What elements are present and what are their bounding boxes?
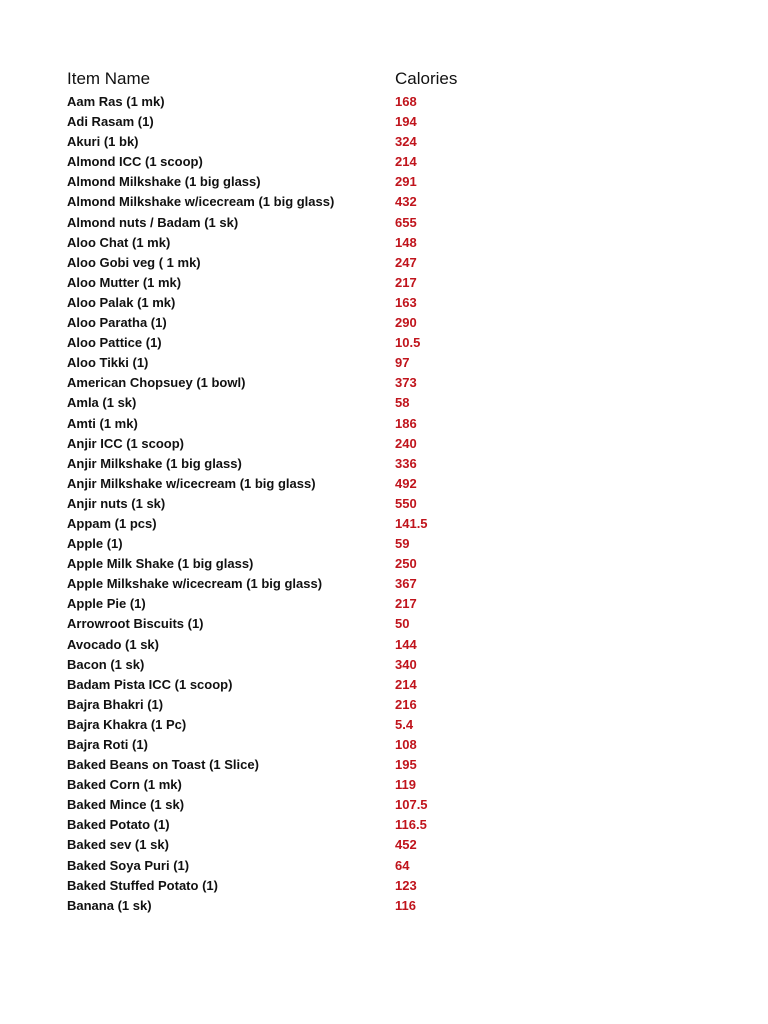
item-name-cell: Avocado (1 sk): [67, 636, 159, 652]
calories-cell: 59: [395, 536, 410, 552]
calories-cell: 163: [395, 294, 417, 310]
item-name-cell: Badam Pista ICC (1 scoop): [67, 676, 233, 692]
item-name-cell: Bajra Roti (1): [67, 737, 148, 752]
calories-cell: 452: [395, 837, 417, 853]
item-name-cell: Anjir Milkshake (1 big glass): [67, 455, 242, 471]
calorie-table: [67, 92, 567, 916]
calories-cell: 119: [395, 777, 416, 793]
item-name-cell: Appam (1 pcs): [67, 515, 157, 531]
calories-cell: 336: [395, 455, 417, 471]
item-name-cell: Anjir ICC (1 scoop): [67, 435, 185, 451]
table-row: [67, 896, 567, 916]
item-name-cell: Anjir nuts (1 sk): [67, 495, 166, 511]
item-name-cell: Akuri (1 bk): [67, 134, 139, 150]
calories-cell: 324: [395, 134, 417, 150]
table-row: [67, 815, 567, 835]
table-row: [67, 494, 567, 514]
table-header: [67, 68, 567, 90]
item-name-cell: Baked Potato (1): [67, 817, 170, 833]
calories-cell: 50: [395, 616, 410, 632]
calories-cell: 195: [395, 757, 417, 773]
item-name-cell: Aloo Chat (1 mk): [67, 234, 171, 250]
item-name-cell: Apple (1): [67, 536, 123, 552]
table-row: [67, 213, 567, 233]
calories-cell: 116.5: [395, 817, 427, 833]
calories-cell: 373: [395, 375, 417, 391]
item-name-cell: Apple Milkshake w/icecream (1 big glass): [67, 576, 323, 592]
table-row: [67, 454, 567, 474]
item-name-cell: Bacon (1 sk): [67, 656, 145, 672]
calories-cell: 291: [395, 174, 417, 190]
item-name-cell: Baked Beans on Toast (1 Slice): [67, 757, 259, 773]
item-name-cell: Amti (1 mk): [67, 415, 138, 431]
table-row: [67, 856, 567, 876]
table-row: [67, 313, 567, 333]
calories-cell: 290: [395, 315, 417, 331]
table-row: [67, 795, 567, 815]
table-row: [67, 192, 567, 212]
table-row: [67, 695, 567, 715]
item-name-cell: Almond Milkshake w/icecream (1 big glass): [67, 194, 335, 210]
calories-cell: 194: [395, 114, 417, 130]
calories-cell: 123: [395, 877, 417, 893]
item-name-cell: Apple Pie (1): [67, 596, 146, 612]
table-row: [67, 474, 567, 494]
table-row: [67, 373, 567, 393]
calories-cell: 214: [395, 676, 417, 692]
calories-cell: 217: [395, 274, 417, 290]
calories-cell: 97: [395, 355, 410, 371]
table-row: [67, 434, 567, 454]
calories-cell: 247: [395, 254, 417, 270]
calories-cell: 144: [395, 636, 417, 652]
table-row: [67, 775, 567, 795]
item-name-cell: Aloo Palak (1 mk): [67, 294, 176, 310]
calories-cell: 107.5: [395, 797, 428, 813]
table-row: [67, 715, 567, 735]
table-row: [67, 172, 567, 192]
calories-cell: 492: [395, 475, 417, 491]
item-name-cell: Anjir Milkshake w/icecream (1 big glass): [67, 475, 316, 491]
calories-cell: 250: [395, 556, 417, 572]
item-name-cell: Aloo Mutter (1 mk): [67, 274, 182, 290]
table-row: [67, 233, 567, 253]
calories-cell: 550: [395, 495, 417, 511]
calories-cell: 64: [395, 857, 410, 873]
item-name-cell: Banana (1 sk): [67, 897, 152, 913]
calories-cell: 5.4: [395, 716, 414, 732]
table-row: [67, 132, 567, 152]
table-row: [67, 393, 567, 413]
item-name-cell: Apple Milk Shake (1 big glass): [67, 556, 254, 572]
item-name-cell: Aloo Pattice (1): [67, 335, 162, 351]
calories-cell: 655: [395, 214, 417, 230]
table-row: [67, 635, 567, 655]
table-row: [67, 534, 567, 554]
table-row: [67, 554, 567, 574]
calories-cell: 10.5: [395, 335, 421, 351]
item-name-cell: Aloo Tikki (1): [67, 355, 149, 371]
item-name-cell: Arrowroot Biscuits (1): [67, 616, 204, 632]
item-name-cell: Aam Ras (1 mk): [67, 94, 165, 109]
table-row: [67, 414, 567, 434]
calories-cell: 141.5: [395, 515, 428, 531]
table-row: [67, 273, 567, 293]
calories-cell: 216: [395, 696, 417, 712]
table-row: [67, 876, 567, 896]
table-row: [67, 333, 567, 353]
item-name-cell: Baked sev (1 sk): [67, 837, 169, 853]
item-name-cell: Almond nuts / Badam (1 sk): [67, 214, 239, 230]
calories-cell: 340: [395, 656, 417, 672]
table-row: [67, 514, 567, 534]
item-name-cell: Bajra Khakra (1 Pc): [67, 716, 187, 732]
calories-cell: 217: [395, 596, 417, 612]
table-row: [67, 152, 567, 172]
calories-cell: 214: [395, 154, 417, 170]
table-row: [67, 735, 567, 755]
item-name-cell: American Chopsuey (1 bowl): [67, 375, 246, 391]
item-name-cell: Adi Rasam (1): [67, 114, 154, 130]
table-row: [67, 594, 567, 614]
calories-cell: 240: [395, 435, 417, 451]
item-name-cell: Baked Soya Puri (1): [67, 857, 190, 873]
calories-cell: 116: [395, 897, 416, 913]
table-row: [67, 655, 567, 675]
calories-cell: 108: [395, 737, 417, 752]
calories-cell: 58: [395, 395, 410, 411]
table-row: [67, 293, 567, 313]
calories-cell: 432: [395, 194, 417, 210]
item-name-cell: Amla (1 sk): [67, 395, 137, 411]
item-name-header: Item Name: [67, 69, 151, 88]
item-name-cell: Aloo Paratha (1): [67, 315, 167, 331]
table-row: [67, 675, 567, 695]
item-name-cell: Aloo Gobi veg ( 1 mk): [67, 254, 201, 270]
calories-cell: 186: [395, 415, 417, 431]
table-row: [67, 112, 567, 132]
calories-header: Calories: [395, 69, 458, 88]
table-row: [67, 835, 567, 855]
table-row: [67, 353, 567, 373]
item-name-cell: Baked Corn (1 mk): [67, 777, 182, 793]
table-row: [67, 253, 567, 273]
item-name-cell: Almond Milkshake (1 big glass): [67, 174, 261, 190]
item-name-cell: Bajra Bhakri (1): [67, 696, 164, 712]
calories-cell: 367: [395, 576, 417, 592]
item-name-cell: Almond ICC (1 scoop): [67, 154, 203, 170]
calories-cell: 148: [395, 234, 417, 250]
table-row: [67, 574, 567, 594]
item-name-cell: Baked Mince (1 sk): [67, 797, 185, 813]
item-name-cell: Baked Stuffed Potato (1): [67, 877, 218, 893]
calories-cell: 168: [395, 94, 417, 109]
table-row: [67, 755, 567, 775]
table-row: [67, 614, 567, 634]
table-row: [67, 92, 567, 112]
